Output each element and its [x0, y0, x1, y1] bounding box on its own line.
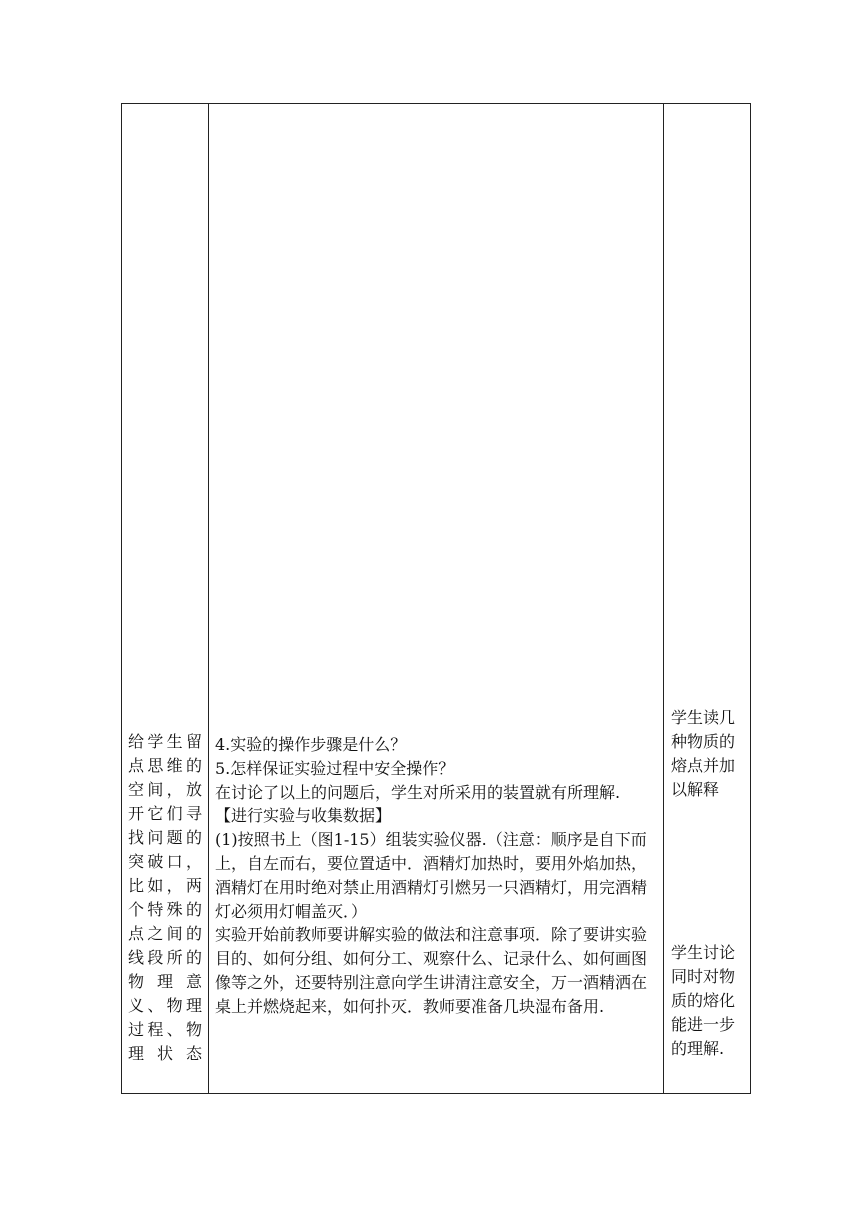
text-line: 以解释	[671, 780, 720, 799]
teaching-intent-column	[122, 104, 209, 1093]
text-line: 能进一步	[671, 1015, 736, 1034]
discussion-summary: 在讨论了以上的问题后，学生对所采用的装置就有所理解.	[215, 782, 621, 802]
text-line: 找问题的	[128, 828, 202, 847]
text-line: 学生讨论	[671, 943, 736, 962]
text-line: 质的熔化	[671, 991, 736, 1010]
text-line: 理 状 态	[128, 1044, 202, 1063]
student-activity-note-2	[671, 941, 749, 1061]
text-line: 空间，放	[128, 780, 202, 799]
text-line: 过程、物	[128, 1020, 202, 1039]
lesson-plan-table	[121, 103, 751, 1094]
question-step-5: 5.怎样保证实验过程中安全操作？	[215, 758, 455, 778]
teacher-notes: 实验开始前教师要讲解实验的做法和注意事项．除了要讲实验目的、如何分组、如何分工、观察什么、记录什么、如何画图像等之外，还要特别注意向学生讲清注意安全，万一酒精洒在桌上并燃烧起来，如何扑灭．教师要准备几块湿布备用.	[215, 925, 648, 1016]
text-line: 个特殊的	[128, 900, 202, 919]
text-line: 开它们寻	[128, 804, 202, 823]
assembly-instructions: (1)按照书上（图1-15）组装实验仪器.（注意：顺序是自下而上，自左而右，要位置适中．酒精灯加热时，要用外焰加热，酒精灯在用时绝对禁止用酒精灯引燃另一只酒精灯，用完酒精灯必须用灯帽盖灭．）	[215, 830, 648, 921]
section-heading: 【进行实验与收集数据】	[215, 806, 392, 826]
teaching-process-text	[215, 733, 655, 1019]
teaching-intent-text	[128, 730, 202, 1066]
text-line: 突破口，	[128, 852, 202, 871]
student-activity-column	[664, 104, 750, 1093]
text-line: 种物质的	[671, 732, 736, 751]
text-line: 点之间的	[128, 924, 202, 943]
text-line: 同时对物	[671, 967, 736, 986]
question-step-4: 4.实验的操作步骤是什么？	[215, 735, 407, 754]
text-line: 学生读几	[671, 708, 736, 727]
teaching-process-column	[209, 104, 664, 1093]
student-activity-note-1	[671, 706, 749, 802]
text-line: 点思维的	[128, 756, 202, 775]
text-line: 熔点并加	[671, 756, 736, 775]
text-line: 线段所的	[128, 948, 202, 967]
text-line: 物 理 意	[128, 972, 202, 991]
text-line: 给学生留	[128, 732, 202, 751]
text-line: 比如，两	[128, 876, 202, 895]
text-line: 的理解.	[671, 1039, 725, 1058]
text-line: 义、物理	[128, 996, 202, 1015]
